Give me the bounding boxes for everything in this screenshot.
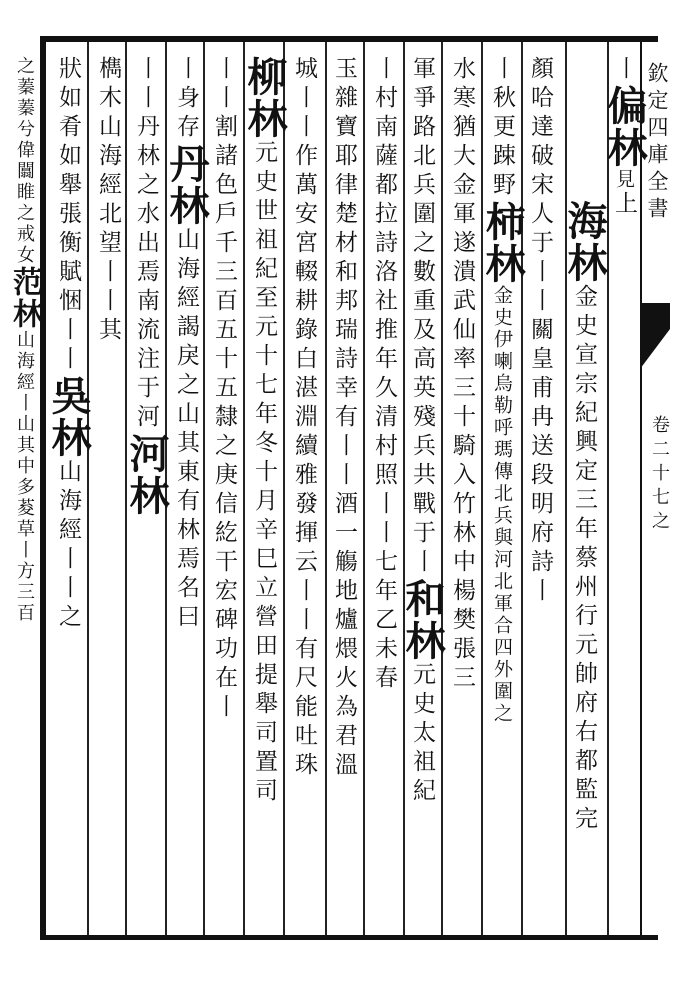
text-column [163,56,210,633]
column-text: 丨身存 [173,56,199,143]
entry-heading: 吳林 [45,375,92,459]
column-text: 山海經北望丨丨其 [95,114,121,346]
text-column [561,200,608,835]
column-rule [521,42,523,935]
column-text: 城丨丨作萬安宮輟耕錄白湛淵續雅發揮云丨丨有尺能吐珠 [291,56,317,781]
column-text: 丨村南薩都拉詩洛社推年久清村照丨丨 [371,56,397,549]
entry-heading: 柳林 [241,56,288,140]
entry-heading: 河林 [123,433,170,517]
column-rule [441,42,443,935]
text-column [123,56,170,517]
column-text: 丨丨割諸色戶千三百五十五隸之庚信紇干宏碑功在丨 [211,56,237,723]
text-column [330,56,358,781]
column-text: 丨秋更踈野 [489,56,515,201]
column-rule [243,42,245,935]
entry-note: 見 [613,169,635,191]
text-column [45,56,92,633]
column-text: 元史世祖紀至元十七年冬十月辛巳立營田提舉司置司 [251,140,277,807]
column-text: 山海經丨丨之 [55,459,81,633]
column-rule [565,42,567,935]
text-column [210,56,238,723]
column-text: 元史太祖紀 [409,662,435,807]
text-column [479,56,526,725]
column-text: 之蓁蓁兮偉闒睢之戒女 [14,56,35,266]
column-text: 水寒猶大 [449,56,475,172]
column-text: 顏哈達破宋人于丨丨關皇甫冉送段明府詩丨 [527,56,553,607]
entry-note: 金史伊喇烏勒呼瑪傳北兵與河北軍合四外圍之 [491,285,513,725]
volume-label: 卷二十七之 [649,415,670,535]
column-rule [87,42,89,935]
entry-heading: 丹林 [163,143,210,227]
column-text: 狀如肴如舉張衡賦悃丨丨 [55,56,81,375]
column-text: 上 [611,191,637,220]
column-text: 金史宣宗紀興定三年蔡州行元帥府右都監完 [571,284,597,835]
column-rule [481,42,483,935]
bottom-border [40,935,658,940]
column-text: 檇木 [95,56,121,114]
text-column [448,56,476,694]
text-column [94,56,122,346]
column-text: 軍爭路北兵圍之數重及高英殘兵共戰于丨 [409,56,435,578]
column-text: 山海經丨 [14,330,35,414]
entry-heading: 海林 [561,200,608,284]
entry-heading: 柿林 [479,201,526,285]
column-rule [283,42,285,935]
text-column [7,56,42,624]
left-border [40,36,46,940]
column-text: 山其中多荾草丨方三百 [14,414,35,624]
entry-heading: 偏林 [601,85,648,169]
text-column [241,56,288,807]
column-text: 丨丨丹林之水出焉南流注于河 [133,56,159,433]
column-rule [325,42,327,935]
text-column [290,56,318,781]
text-column [370,56,398,694]
fish-tail-mark [640,303,670,329]
column-rule [607,42,609,935]
repeat-mark: 丨 [611,56,637,85]
column-rule [363,42,365,935]
column-text: 七年乙未春 [371,549,397,694]
column-rule [403,42,405,935]
column-text: 山海經謁戾之山其東有林焉名曰 [173,227,199,633]
book-title: 欽定四庫全書 [645,62,669,224]
entry-heading: 和林 [399,578,446,662]
text-column [526,56,554,607]
text-column [399,56,446,807]
text-column [601,56,648,220]
entry-heading: 范林 [7,266,42,330]
column-text: 金軍遂潰武仙率三十騎入竹林中楊樊張三 [449,172,475,694]
column-text: 玉雜寶耶律楚材和邦瑞詩幸有丨丨酒一觴地爐煨火為君溫 [331,56,357,781]
